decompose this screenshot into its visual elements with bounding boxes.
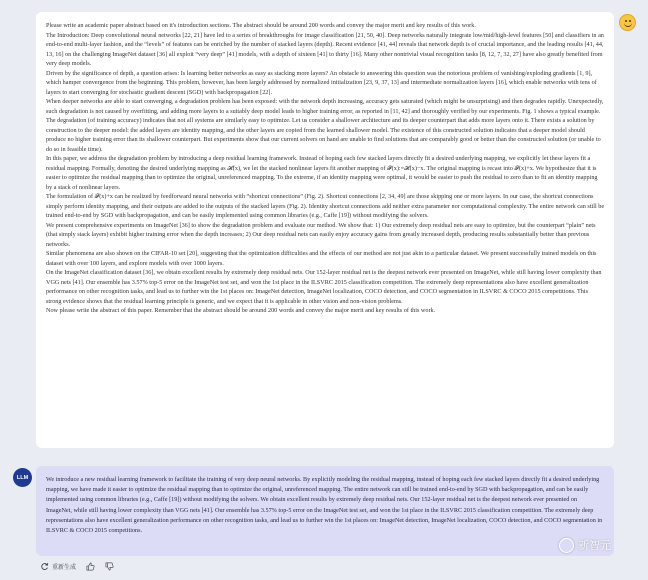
prompt-paragraph: The Introduction: Deep convolutional neural networks [22, 21] have led to a series of breakthroughs for image classification [21, 50, 40]. Deep networks naturally integrate low/mid/high-level features [50] and classifiers in an end-to-end multi-layer fashion, and the “levels” of features can be enriched by the number of stacked layers (depth). Recent evidence [41, 44] reveals that network depth is of crucial importance, and the leading results [41, 44, 13, 16] on the challenging ImageNet dataset [36] all exploit “very deep” [41] models, with a depth of sixteen [41] to thirty [16]. Many other nontrivial visual recognition tasks [8, 12, 7, 32, 27] have also greatly benefited from very deep models. bbox=[46, 31, 604, 67]
prompt-paragraph: Please write an academic paper abstract based on it's introduction sections. The abstract should be around 200 words and convey the major merit and key results of this work. bbox=[46, 22, 476, 29]
user-avatar-smiley-icon bbox=[619, 14, 636, 31]
prompt-paragraph: Driven by the significance of depth, a question arises: Is learning better networks as easy as stacking more layers? An obstacle to answering this question was the notorious problem of vanishing/exploding gradients [1, 9], which hamper convergence from the beginning. This problem, however, has been largely addressed by normalized initialization [23, 9, 37, 13] and intermediate normalization layers [16], which enable networks with tens of layers to start converging for stochastic gradient descent (SGD) with backpropagation [22]. bbox=[46, 69, 597, 96]
smile-mark bbox=[624, 23, 632, 27]
watermark bbox=[559, 537, 611, 553]
response-text: We introduce a new residual learning framework to facilitate the training of very deep neural networks. By explicitly modeling the residual mapping, instead of hoping each few stacked layers directly fit a desired underlying mapping, we have made it easier to optimize the residual mapping than to optimize the original, unreferenced mapping. The entire network can still be trained end-to-end by SGD with backpropagation, and can be easily implemented using common libraries (e.g., Caffe [19]) without modifying the solvers. We obtain excellent results by extremely deep residual nets. Our 152-layer residual net is the deepest network ever presented on ImageNet, while still having lower complexity than VGG nets [41]. Our ensemble has 3.57% top-5 error on the ImageNet test set, and won the 1st place in the ILSVRC 2015 classification competition. The extremely deep representations also have excellent generalization performance on other recognition tasks, and lead us to further win the 1st places on: ImageNet detection, ImageNet localization, COCO detection, and COCO segmentation in ILSVRC & COCO 2015 competitions. bbox=[46, 476, 603, 535]
prompt-paragraph: Now please write the abstract of this paper. Remember that the abstract should be around 200 words and convey the major merit and key results of this work. bbox=[46, 307, 436, 314]
prompt-paragraph: Similar phenomena are also shown on the CIFAR-10 set [20], suggesting that the optimization difficulties and the effects of our method are not just akin to a particular dataset. We present successfully trained models on this dataset with over 100 layers, and explore models with over 1000 layers. bbox=[46, 250, 597, 267]
prompt-paragraph: On the ImageNet classification dataset [36], we obtain excellent results by extremely deep residual nets. Our 152-layer residual net is the deepest network ever presented on ImageNet, while still having lower complexity than VGG nets [41]. Our ensemble has 3.57% top-5 error on the ImageNet test set, and won the 1st place in the ILSVRC 2015 classification competition. The extremely deep representations also have excellent generalization performance on other recognition tasks, and lead us to further win the 1st places on: ImageNet detection, ImageNet localization, COCO detection, and COCO segmentation in ILSVRC & COCO 2015 competitions. This strong evidence shows that the residual learning principle is generic, and we expect that it is applicable in other vision and non-vision problems. bbox=[46, 269, 602, 305]
prompt-paragraph: When deeper networks are able to start converging, a degradation problem has been exposed: with the network depth increasing, accuracy gets saturated (which might be unsurprising) and then degrades rapidly. Unexpectedly, such degradation is not caused by overfitting, and adding more layers to a suitably deep model leads to higher training error, as reported in [11, 42] and thoroughly verified by our experiments. Fig. 1 shows a typical example. bbox=[46, 98, 604, 115]
user-prompt-message bbox=[36, 12, 614, 448]
response-action-bar bbox=[40, 560, 114, 572]
bot-avatar-label: LLM bbox=[16, 474, 29, 481]
thumbs-down-icon[interactable] bbox=[105, 562, 114, 571]
prompt-paragraph: We present comprehensive experiments on ImageNet [36] to show the degradation problem and evaluate our method. We show that: 1) Our extremely deep residual nets are easy to optimize, but the counterpart “plain” nets (that simply stack layers) exhibit higher training error when the depth increases; 2) Our deep residual nets can easily enjoy accuracy gains from greatly increased depth, producing results substantially better than previous networks. bbox=[46, 221, 596, 248]
prompt-paragraph: In this paper, we address the degradation problem by introducing a deep residual learning framework. Instead of hoping each few stacked layers directly fit a desired underlying mapping, we explicitly let these layers fit a residual mapping. Formally, denoting the desired underlying mapping as 𝓗(x), we let the stacked nonlinear layers fit another mapping of 𝓕(x):=𝓗(x)−x. The original mapping is recast into 𝓕(x)+x. We hypothesize that it is easier to optimize the residual mapping than to optimize the original, unreferenced mapping. To the extreme, if an identity mapping were optimal, it would be easier to push the residual to zero than to fit an identity mapping by a stack of nonlinear layers. bbox=[46, 155, 598, 191]
refresh-icon bbox=[40, 562, 49, 571]
thumbs-up-icon[interactable] bbox=[86, 562, 95, 571]
wechat-logo-icon bbox=[559, 538, 574, 553]
bot-response-message bbox=[36, 466, 614, 556]
regenerate-label: 重新生成 bbox=[52, 563, 77, 571]
watermark-text: 新智元 bbox=[578, 539, 611, 552]
bot-avatar bbox=[13, 468, 32, 487]
regenerate-button[interactable] bbox=[40, 562, 76, 571]
prompt-paragraph: The formulation of 𝓕(x)+x can be realized by feedforward neural networks with “shortcut connections” (Fig. 2). Shortcut connections [2, 34, 49] are those skipping one or more layers. In our case, the shortcut connections simply perform identity mapping, and their outputs are added to the outputs of the stacked layers (Fig. 2). Identity shortcut connections add neither extra parameter nor computational complexity. The entire network can still be trained end-to-end by SGD with backpropagation, and can be easily implemented using common libraries (e.g., Caffe [19]) without modifying the solvers. bbox=[46, 193, 605, 219]
prompt-paragraph: The degradation (of training accuracy) indicates that not all systems are similarly easy to optimize. Let us consider a shallower architecture and its deeper counterpart that adds more layers onto it. There exists a solution by construction to the deeper model: the added layers are identity mapping, and the other layers are copied from the learned shallower model. The existence of this constructed solution indicates that a deeper model should produce no higher training error than its shallower counterpart. But experiments show that our current solvers on hand are unable to find solutions that are comparably good or better than the constructed solution (or unable to do so in feasible time). bbox=[46, 117, 601, 153]
